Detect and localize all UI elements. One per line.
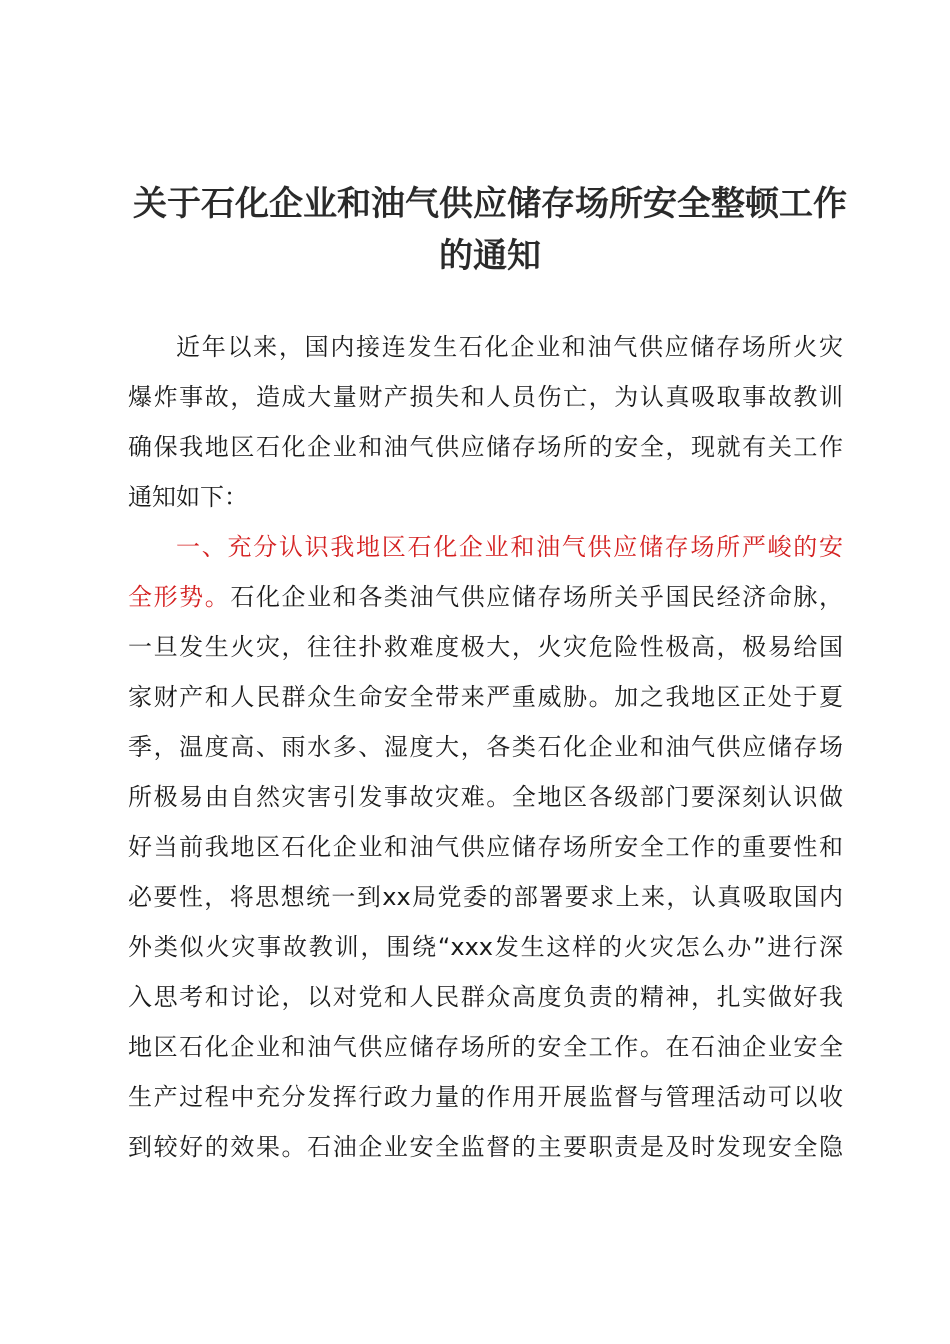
section-1-line-5: 季，温度高、雨水多、湿度大，各类石化企业和油气供应储存场	[128, 733, 843, 761]
title-line-1: 关于石化企业和油气供应储存场所安全整顿工作	[133, 184, 847, 224]
section-1-heading-line-2: 全形势。	[128, 583, 231, 611]
section-1-line-8: 必要性，将思想统一到xx局党委的部署要求上来，认真吸取国内	[128, 883, 843, 911]
section-1-heading-line-1: 一、充分认识我地区石化企业和油气供应储存场所严峻的安	[176, 533, 843, 561]
section-1-line-4: 家财产和人民群众生命安全带来严重威胁。加之我地区正处于夏	[128, 683, 843, 711]
section-1-line-13: 到较好的效果。石油企业安全监督的主要职责是及时发现安全隐	[128, 1133, 843, 1161]
title-line-2: 的通知	[439, 236, 541, 276]
intro-line-2: 爆炸事故，造成大量财产损失和人员伤亡，为认真吸取事故教训	[128, 383, 843, 411]
section-1-line-10: 入思考和讨论，以对党和人民群众高度负责的精神，扎实做好我	[128, 983, 843, 1011]
document-body	[128, 322, 843, 1172]
intro-paragraph	[128, 322, 843, 522]
document-title	[110, 178, 870, 282]
intro-line-4: 通知如下：	[128, 483, 248, 511]
section-1-line-2-text: 石化企业和各类油气供应储存场所关乎国民经济命脉，	[230, 583, 843, 611]
section-1-line-7: 好当前我地区石化企业和油气供应储存场所安全工作的重要性和	[128, 833, 843, 861]
intro-line-1: 近年以来，国内接连发生石化企业和油气供应储存场所火灾	[176, 333, 843, 361]
section-1-line-6: 所极易由自然灾害引发事故灾难。全地区各级部门要深刻认识做	[128, 783, 843, 811]
section-1-paragraph	[128, 522, 843, 1172]
section-1-line-3: 一旦发生火灾，往往扑救难度极大，火灾危险性极高，极易给国	[128, 633, 843, 661]
intro-line-3: 确保我地区石化企业和油气供应储存场所的安全，现就有关工作	[128, 433, 843, 461]
section-1-line-2	[128, 572, 843, 622]
section-1-line-11: 地区石化企业和油气供应储存场所的安全工作。在石油企业安全	[128, 1033, 843, 1061]
section-1-line-9: 外类似火灾事故教训，围绕“xxx发生这样的火灾怎么办”进行深	[128, 933, 843, 961]
section-1-line-12: 生产过程中充分发挥行政力量的作用开展监督与管理活动可以收	[128, 1083, 843, 1111]
